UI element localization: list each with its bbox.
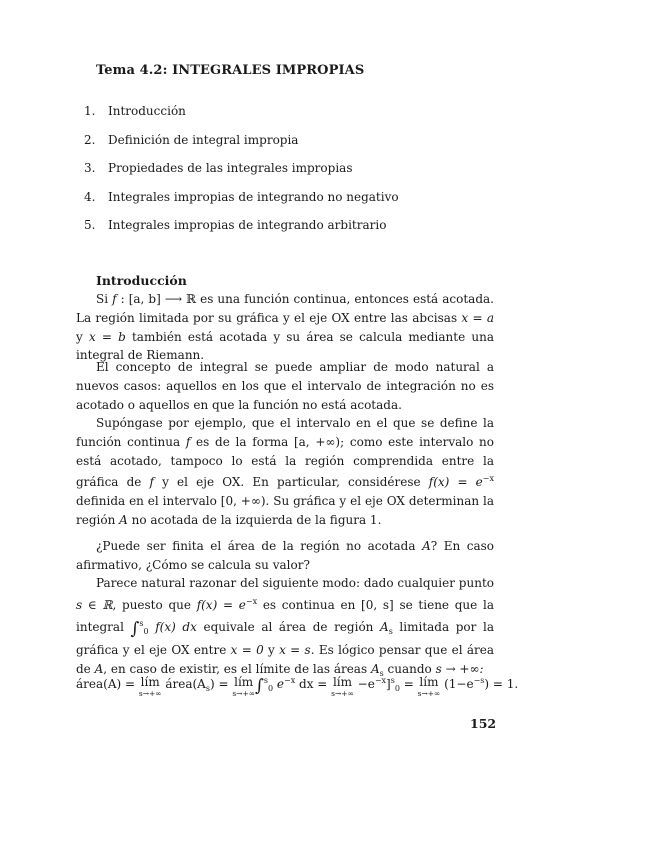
math-var: f: [112, 292, 117, 306]
integral-sign: ∫: [130, 618, 140, 639]
formula-term: ) =: [209, 677, 233, 691]
limit-operator: [418, 676, 441, 700]
limit-operator: [331, 676, 354, 700]
toc-number: 4.: [84, 189, 96, 204]
math-expr: x = b: [88, 329, 126, 344]
toc-item: [84, 133, 399, 162]
text-run: y el eje OX. En particular, considérese: [153, 475, 429, 490]
integral-lower-limit: 0: [267, 684, 274, 693]
math-var: A: [119, 512, 128, 527]
integral-upper-limit: s: [139, 618, 144, 628]
paragraph-5: [76, 574, 494, 684]
formula-term: (1−e: [440, 677, 474, 691]
toc-item: [84, 218, 399, 247]
paragraph-3: [76, 414, 494, 530]
lim-word: lím: [140, 675, 160, 689]
text-run: también está acotada y su área se calcula mediante una integral de Riemann.: [76, 329, 494, 363]
lim-subscript: s→+∞: [331, 689, 354, 698]
section-heading: Introducción: [96, 273, 187, 288]
lim-word: lím: [419, 675, 439, 689]
bracket-upper-limit: s: [390, 676, 395, 685]
paragraph-2: El concepto de integral se puede ampliar de modo natural a nuevos casos: aquellos en los que el intervalo de integración no es acotado o aquellos en que la función no está acotada.: [76, 360, 494, 412]
toc-label: Definición de integral impropia: [108, 132, 299, 147]
paragraph-4: [76, 537, 494, 575]
formula-term: ) = 1.: [484, 677, 519, 691]
integral-lower-limit: 0: [143, 626, 149, 636]
text-run: ? En caso afirmativo, ¿Cómo se calcula su valor?: [76, 539, 494, 572]
math-expr: x = a: [461, 310, 494, 325]
text-run: no acotada de la izquierda de la figura 1.: [127, 512, 382, 527]
table-of-contents: [84, 104, 399, 247]
lim-word: lím: [234, 675, 254, 689]
text-run: y: [263, 643, 280, 658]
eval-bracket: ]: [386, 677, 391, 691]
antiderivative: −e: [353, 677, 375, 691]
math-exponent: −x: [283, 676, 296, 685]
formula-lhs: área(A) =: [76, 677, 139, 691]
text-run: y: [76, 329, 89, 344]
toc-label: Introducción: [108, 104, 186, 118]
text-run: limitada por la gráfica y el eje OX entre: [76, 619, 495, 658]
math-exponent: −x: [245, 596, 258, 606]
text-run: , puesto que: [112, 597, 197, 612]
paragraph-1: [76, 290, 494, 365]
toc-item: [84, 161, 399, 190]
lim-subscript: s→+∞: [138, 689, 162, 698]
math-var: A: [422, 539, 431, 553]
math-exponent: −s: [473, 676, 485, 685]
integral-sign: ∫: [255, 676, 264, 696]
text-run: Supóngase por ejemplo, que el intervalo en el que se define la función continua: [76, 416, 494, 449]
toc-label: Integrales impropias de integrando arbitrario: [108, 218, 387, 232]
math-var: A: [94, 662, 104, 677]
text-run: definida en el intervalo [0, +∞). Su gráfica y el eje OX determinan la región: [76, 494, 494, 527]
text-run: , en caso de existir, es el límite de las áreas: [103, 662, 371, 677]
bracket-lower-limit: 0: [394, 684, 400, 693]
math-expr: f(x) = e: [196, 597, 246, 612]
text-run: equivale al área de región: [196, 619, 381, 634]
toc-item: [84, 104, 399, 133]
page-number: 152: [470, 716, 497, 731]
text-run: : [a, b] ⟶ ℝ es una función continua, entonces está acotada. La región limitada por su gráfica y el eje OX entre las abcisas: [76, 292, 494, 325]
math-expr: f(x) = e: [428, 475, 483, 490]
text-run: ¿Puede ser finita el área de la región no acotada: [96, 539, 423, 553]
math-expr: s → +∞:: [435, 662, 484, 677]
lim-subscript: s→+∞: [417, 689, 441, 698]
math-subscript: s: [388, 626, 393, 636]
math-exponent: −x: [374, 676, 387, 685]
math-subscript: s: [205, 684, 210, 693]
lim-subscript: s→+∞: [232, 689, 255, 698]
text-run: Si: [96, 292, 113, 306]
integrand: e: [273, 677, 284, 691]
math-expr: x = 0: [230, 643, 264, 658]
text-run: cuando: [383, 662, 436, 677]
math-expr: x = s: [279, 643, 311, 658]
page-title: Tema 4.2: INTEGRALES IMPROPIAS: [96, 63, 365, 78]
formula-term: dx =: [295, 677, 332, 691]
math-var: f: [149, 475, 154, 490]
display-formula: [76, 675, 519, 700]
math-subscript: s: [379, 669, 384, 679]
toc-label: Integrales impropias de integrando no negativo: [108, 189, 399, 204]
toc-number: 2.: [84, 132, 96, 147]
toc-number: 1.: [84, 104, 96, 118]
math-expr: f(x) dx: [148, 619, 197, 634]
math-var: A: [380, 619, 389, 634]
formula-term: =: [399, 677, 418, 691]
toc-number: 3.: [84, 161, 96, 175]
toc-label: Propiedades de las integrales impropias: [108, 161, 353, 175]
lim-word: lím: [332, 675, 353, 689]
text-run: es de la forma [a, +∞); como este intervalo no está acotado, tampoco lo está la región comprendida entre la gráfica de: [76, 434, 495, 490]
text-run: Parece natural razonar del siguiente modo: dado cualquier punto: [96, 576, 494, 590]
limit-operator: [139, 676, 162, 700]
toc-number: 5.: [84, 218, 96, 232]
integral-upper-limit: s: [263, 676, 268, 685]
math-var: f: [185, 434, 191, 449]
toc-item: [84, 190, 399, 219]
math-expr: s ∈ ℝ: [76, 597, 113, 612]
formula-term: área(A: [161, 677, 206, 691]
text-run: . Es lógico pensar que el área de: [76, 643, 494, 677]
math-var: A: [370, 662, 380, 677]
math-exponent: −x: [482, 474, 494, 484]
text-run: es continua en [0, s] se tiene que la integral: [76, 597, 494, 634]
limit-operator: [232, 676, 255, 700]
